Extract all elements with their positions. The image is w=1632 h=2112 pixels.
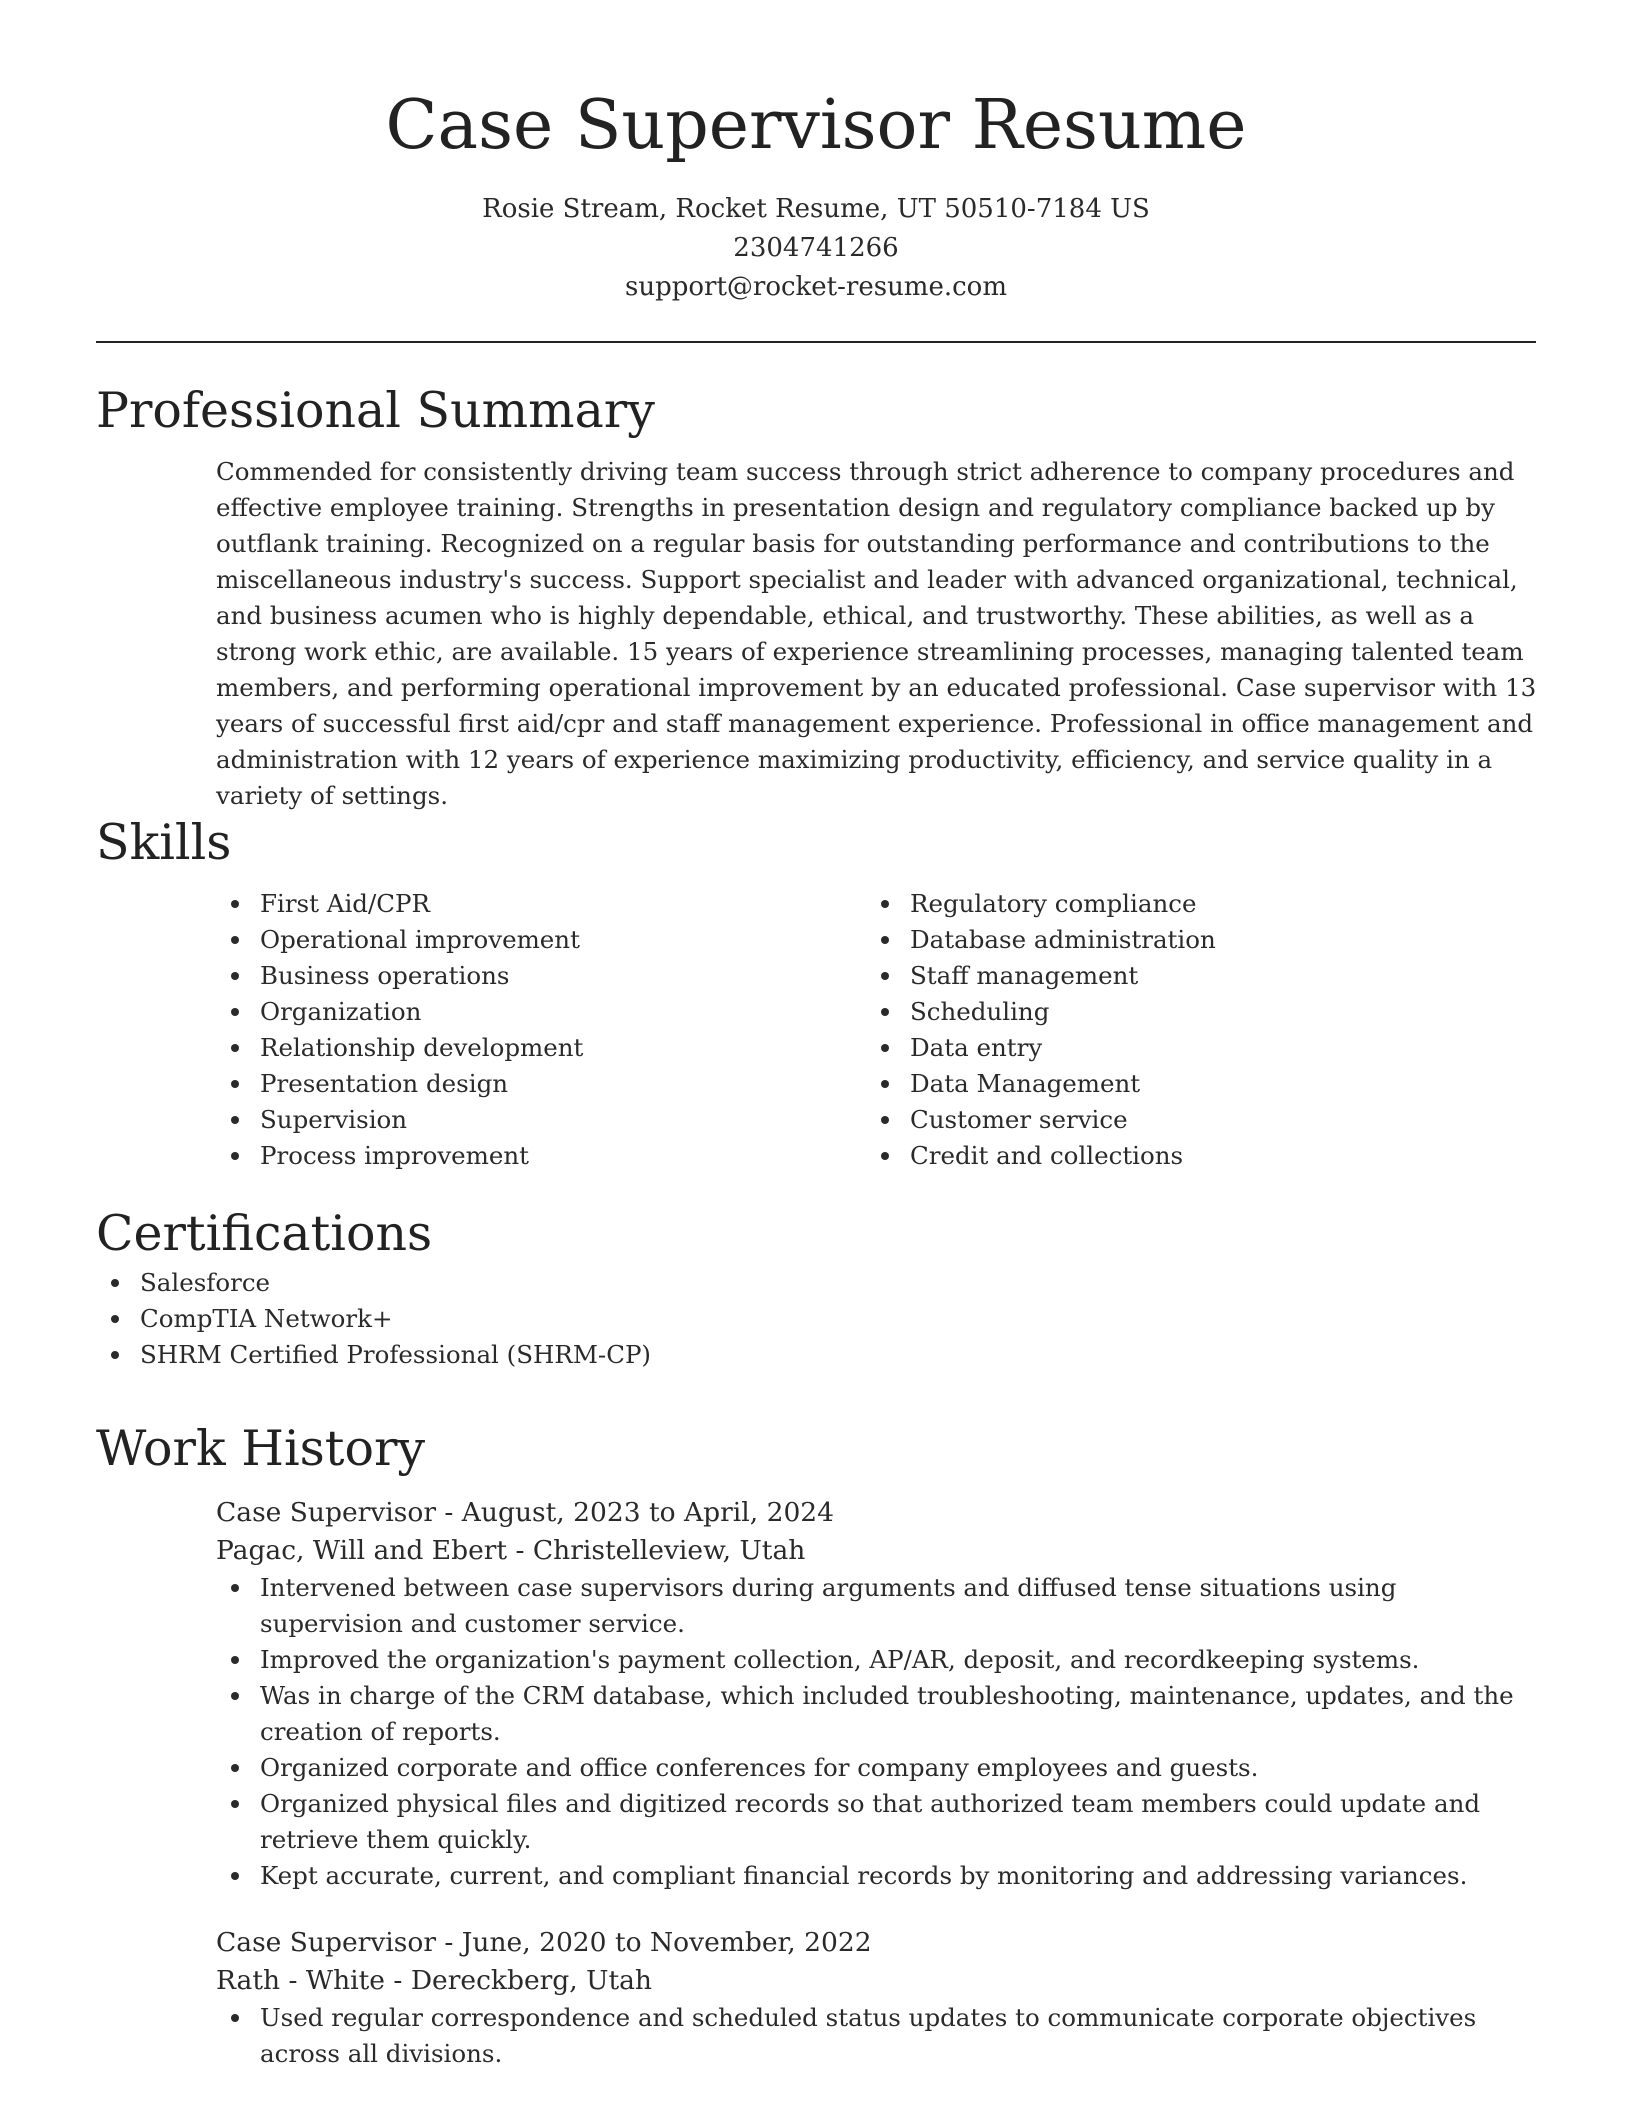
skill-item: Database administration — [866, 922, 1516, 958]
job-dates: August, 2023 to April, 2024 — [461, 1497, 835, 1528]
job-company-line: Pagac, Will and Ebert - Christelleview, Utah — [216, 1535, 806, 1566]
job-dates: June, 2020 to November, 2022 — [461, 1927, 872, 1958]
job-duty: Organized corporate and office conferences for company employees and guests. — [216, 1750, 1546, 1786]
job-duties-list — [216, 2000, 1546, 2072]
job-title-line: Case Supervisor - June, 2020 to November, 2022 — [216, 1927, 872, 1958]
job-duty: Intervened between case supervisors during arguments and diffused tense situations using supervision and customer service. — [216, 1570, 1546, 1642]
work-history-heading: Work History — [96, 1420, 426, 1477]
skills-grid — [216, 886, 1536, 1174]
skill-item: Regulatory compliance — [866, 886, 1516, 922]
certification-item: Salesforce — [96, 1265, 1536, 1301]
skill-item: Credit and collections — [866, 1138, 1516, 1174]
contact-email: support@rocket-resume.com — [624, 272, 1007, 302]
resume-title: Case Supervisor Resume — [385, 86, 1247, 165]
job-duties-list — [216, 1570, 1546, 1894]
job-title: Case Supervisor — [216, 1927, 436, 1958]
skill-item: Data Management — [866, 1066, 1516, 1102]
job-title-line: Case Supervisor - August, 2023 to April, 2024 — [216, 1497, 835, 1528]
job-duty: Kept accurate, current, and compliant financial records by monitoring and addressing variances. — [216, 1858, 1546, 1894]
job-location: Christelleview, Utah — [532, 1535, 806, 1566]
contact-phone: 2304741266 — [733, 233, 899, 263]
skills-left-list — [216, 886, 866, 1174]
skill-item: Customer service — [866, 1102, 1516, 1138]
job-entry — [216, 1494, 1536, 1894]
job-duty: Used regular correspondence and scheduled status updates to communicate corporate objectives across all divisions. — [216, 2000, 1546, 2072]
certifications-list — [96, 1265, 1536, 1373]
contact-address: Rosie Stream, Rocket Resume, UT 50510-7184 US — [482, 194, 1150, 224]
certifications-section — [96, 1203, 1536, 1373]
skill-item: Organization — [216, 994, 866, 1030]
skill-item: Supervision — [216, 1102, 866, 1138]
summary-text: Commended for consistently driving team success through strict adherence to company procedures and effective employee training. Strengths in presentation design and regulatory compliance backed up by outflank training. Recognized on a regular basis for outstanding performance and contributions to the miscellaneous industry's success. Support specialist and leader with advanced organizational, technical, and business acumen who is highly dependable, ethical, and trustworthy. These abilities, as well as a strong work ethic, are available. 15 years of experience streamlining processes, managing talented team members, and performing operational improvement by an educated professional. Case supervisor with 13 years of successful first aid/cpr and staff management experience. Professional in office management and administration with 12 years of experience maximizing productivity, efficiency, and service quality in a variety of settings. — [216, 457, 1537, 810]
job-duty: Was in charge of the CRM database, which included troubleshooting, maintenance, updates, and the creation of reports. — [216, 1678, 1546, 1750]
certifications-heading: Certifications — [96, 1205, 433, 1262]
skill-item: Presentation design — [216, 1066, 866, 1102]
resume-header — [0, 0, 1632, 307]
skill-item: Scheduling — [866, 994, 1516, 1030]
skills-heading: Skills — [96, 814, 232, 871]
work-history-section — [96, 1418, 1536, 2072]
certification-item: CompTIA Network+ — [96, 1301, 1536, 1337]
skill-item: Operational improvement — [216, 922, 866, 958]
skill-item: Business operations — [216, 958, 866, 994]
job-company: Pagac, Will and Ebert — [216, 1535, 508, 1566]
job-title: Case Supervisor — [216, 1497, 436, 1528]
skill-item: Relationship development — [216, 1030, 866, 1066]
skill-item: Staff management — [866, 958, 1516, 994]
contact-block — [0, 190, 1632, 307]
summary-section — [96, 380, 1536, 814]
job-company: Rath - White — [216, 1965, 385, 1996]
job-location: Dereckberg, Utah — [410, 1965, 652, 1996]
job-duty: Improved the organization's payment collection, AP/AR, deposit, and recordkeeping systems. — [216, 1642, 1546, 1678]
skill-item: First Aid/CPR — [216, 886, 866, 922]
skill-item: Process improvement — [216, 1138, 866, 1174]
summary-heading: Professional Summary — [96, 382, 655, 439]
job-entry — [216, 1924, 1536, 2072]
certification-item: SHRM Certified Professional (SHRM-CP) — [96, 1337, 1536, 1373]
skill-item: Data entry — [866, 1030, 1516, 1066]
header-divider — [96, 341, 1536, 343]
skills-section — [96, 812, 1536, 1174]
skills-right-list — [866, 886, 1516, 1174]
job-company-line: Rath - White - Dereckberg, Utah — [216, 1965, 652, 1996]
job-duty: Organized physical files and digitized records so that authorized team members could update and retrieve them quickly. — [216, 1786, 1546, 1858]
